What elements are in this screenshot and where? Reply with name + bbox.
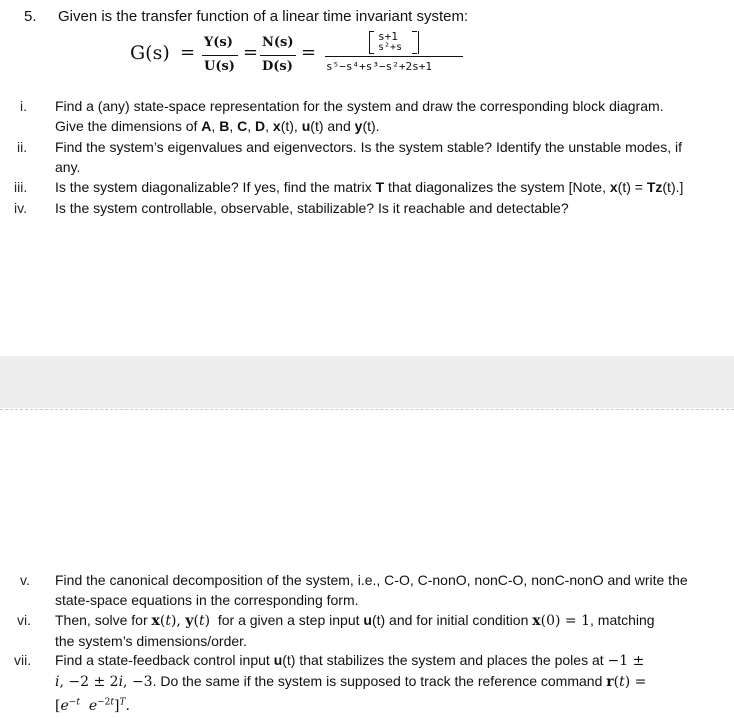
item-iii — [55, 177, 734, 197]
item-i — [55, 96, 730, 136]
dashed-divider — [0, 409, 734, 410]
item-label: vii. — [14, 652, 32, 668]
item-v-line-1: Find the canonical decomposition of the system, i.e., C-O, C-nonO, nonC-O, nonC-nonO and write the — [55, 572, 688, 588]
item-label: i. — [20, 98, 27, 114]
vector-top-entry: s+1 — [378, 30, 398, 43]
item-i-line-1: Find a (any) state-space representation for the system and draw the corresponding block diagram. — [55, 98, 664, 114]
answer-space-band — [0, 356, 734, 408]
item-ii-line-2: any. — [55, 159, 81, 175]
item-iv-line-1: Is the system controllable, observable, stabilizable? Is it reachable and detectable? — [55, 200, 569, 216]
item-vii — [55, 650, 730, 716]
item-v-line-2: state-space equations in the corresponding form. — [55, 592, 359, 608]
item-vii-line-2: i, −2 ± 2i, −3. Do the same if the system is supposed to track the reference command r(t) = — [55, 673, 647, 690]
item-vii-line-3: [$e^{-t}$ $e^{-2t}]^T$. — [55, 697, 130, 714]
item-label: v. — [20, 572, 30, 588]
polynomial-denominator: s⁵−s⁴+s³−s²+2s+1 — [326, 60, 432, 73]
fraction-bar-2 — [260, 55, 296, 56]
formula-d-denominator: D(s) — [262, 59, 293, 74]
formula-y-numerator: Y(s) — [204, 35, 233, 50]
transfer-function-formula — [130, 30, 490, 80]
fraction-bar-3 — [325, 56, 463, 57]
item-ii-line-1: Find the system’s eigenvalues and eigenvectors. Is the system stable? Identify the unstable modes, if — [55, 139, 682, 155]
fraction-bar-1 — [202, 55, 238, 56]
item-iv — [55, 198, 730, 218]
formula-u-denominator: U(s) — [204, 59, 235, 74]
item-label: iv. — [14, 200, 27, 216]
formula-lhs: G(s) — [130, 42, 170, 64]
item-label: ii. — [17, 139, 28, 155]
formula-eq-2: = — [243, 42, 259, 63]
item-iii-line-1: Is the system diagonalizable? If yes, find the matrix T that diagonalizes the system [Note, x(t) = Tz(t).] — [55, 179, 684, 195]
item-label: vi. — [17, 612, 31, 628]
vector-bottom-entry: s²+s — [378, 42, 403, 53]
question-number: 5. — [24, 8, 37, 25]
question-title: Given is the transfer function of a linear time invariant system: — [58, 8, 469, 25]
item-label: iii. — [14, 179, 28, 195]
formula-eq-3: = — [301, 42, 317, 63]
item-v — [55, 570, 730, 610]
item-vi-line-1: Then, solve for x(t), y(t) for a given a step input u(t) and for initial condition x(0) = 1, matching — [55, 612, 655, 629]
formula-eq-1: = — [180, 42, 196, 63]
item-ii — [55, 137, 730, 177]
item-vi — [55, 610, 730, 651]
item-vii-line-1: Find a state-feedback control input u(t) that stabilizes the system and places the poles at −1 ± — [55, 652, 645, 669]
formula-n-numerator: N(s) — [262, 35, 294, 50]
item-i-line-2: Give the dimensions of A, B, C, D, x(t), u(t) and y(t). — [55, 118, 380, 134]
item-vi-line-2: the system’s dimensions/order. — [55, 633, 247, 649]
